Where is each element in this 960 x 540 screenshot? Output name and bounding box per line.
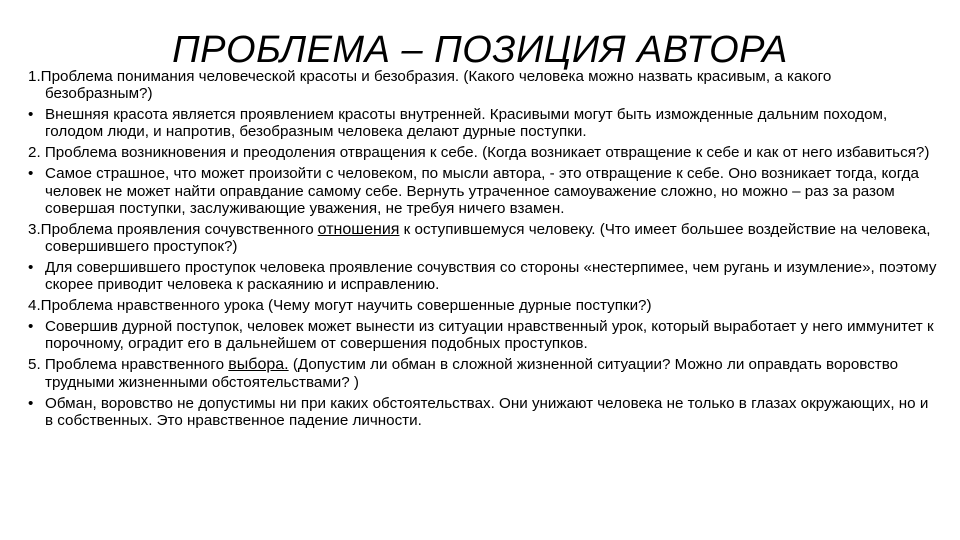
problem-3-text: 3.Проблема проявления сочувственного <box>28 220 314 238</box>
answer-1-text: Внешняя красота является проявлением красоты внутренней. Красивыми могут быть изможденные дальним походом, голодом люди, и напротив, безобразным человека делают дурные поступки. <box>45 106 888 141</box>
problem-2-text: 2. Проблема возникновения и преодоления отвращения к себе. (Когда возникает отвращение к себе и как от него избавиться?) <box>28 144 930 162</box>
problem-5-text: 5. Проблема нравственного <box>28 356 229 374</box>
problem-3 <box>28 221 940 255</box>
problem-2 <box>28 144 940 161</box>
highlight-word: отношения <box>317 220 400 238</box>
bullet-icon: • <box>28 318 34 336</box>
problem-4 <box>28 297 940 314</box>
answer-4-text: Совершив дурной поступок, человек может вынести из ситуации нравственный урок, который выработает у него иммунитет к порочному, оградит его в дальнейшем от совершения подобных проступков. <box>45 318 934 353</box>
problem-3-text-after: к оступившемуся человеку. (Что имеет большее воздействие на человека, совершившего проступок?) <box>45 220 931 255</box>
bullet-icon: • <box>28 394 34 412</box>
slide-title: ПРОБЛЕМА – ПОЗИЦИЯ АВТОРА <box>172 29 788 71</box>
problem-4-text: 4.Проблема нравственного урока (Чему могут научить совершенные дурные поступки?) <box>28 297 652 315</box>
problem-5 <box>28 356 940 390</box>
highlight-word: выбора. <box>228 356 289 374</box>
slide-body <box>28 68 940 429</box>
bullet-icon: • <box>28 165 34 183</box>
answer-2 <box>28 165 940 216</box>
problem-5-text-after: (Допустим ли обман в сложной жизненной ситуации? Можно ли оправдать воровство трудными жизненными обстоятельствами? ) <box>45 356 899 391</box>
answer-5 <box>28 395 940 429</box>
answer-1 <box>28 106 940 140</box>
problem-1-text: 1.Проблема понимания человеческой красоты и безобразия. (Какого человека можно назвать красивым, а какого безобразным?) <box>28 68 832 103</box>
answer-2-text: Самое страшное, что может произойти с человеком, по мысли автора, - это отвращение к себе. Оно возникает тогда, когда человек не может найти оправдание самому себе. Вернуть утраченное самоуважение сложно, но можно – раз за разом совершая поступки, заслуживающие уважения, не требуя ничего взамен. <box>45 165 919 217</box>
bullet-icon: • <box>28 106 34 124</box>
answer-3-text: Для совершившего проступок человека проявление сочувствия со стороны «нестерпимее, чем ругань и изумление», поэтому скорее приводит человека к раскаянию и исправлению. <box>45 258 937 294</box>
bullet-icon: • <box>28 258 34 276</box>
answer-4 <box>28 318 940 352</box>
answer-3 <box>28 259 940 293</box>
answer-5-text: Обман, воровство не допустимы ни при каких обстоятельствах. Они унижают человека не только в глазах окружающих, но и в собственных. Это нравственное падение личности. <box>45 394 929 429</box>
problem-1 <box>28 68 940 102</box>
